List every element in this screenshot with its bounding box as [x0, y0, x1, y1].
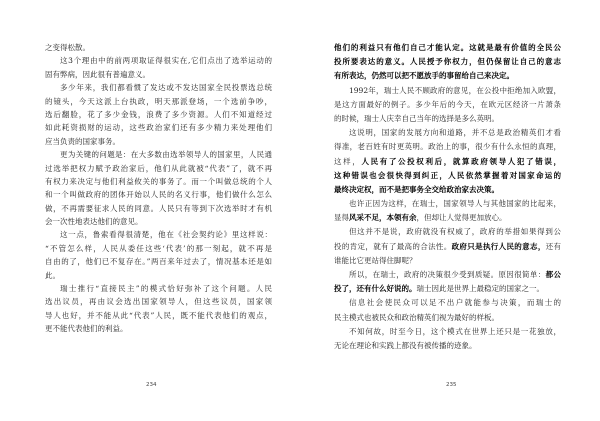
text-line: [45, 188, 272, 201]
text-segment: 但这并不是说，政府就没有权威了，政府的举措如果得到公: [349, 227, 561, 237]
text-segment: 固有弊病，因此很有普遍意义。: [45, 69, 150, 79]
text-line: [45, 282, 272, 295]
text-line: [45, 175, 272, 188]
bold-text-segment: 他们的利益只有他们自己才能认定。这就是最有价值的全民公: [334, 43, 561, 52]
bold-text-segment: 投所要表达的意义。人民授予你权力，但仍保留让自己的意志: [334, 57, 561, 67]
text-segment: 是这方面最好的例子。多少年后的今天，在欧元区经济一片萧条: [334, 99, 561, 109]
text-segment: 的时候，瑞士人庆幸自己当年的选择是多么英明。: [334, 113, 499, 123]
text-line: [45, 269, 272, 282]
text-line: [334, 126, 561, 140]
text-segment: 这说明，国家的发展方向和道路，并不总是政治精英们才看: [349, 128, 561, 138]
text-segment: 过选举把权力赋予政治家后，他们从此就被“代表”了，就不再: [45, 163, 272, 173]
text-segment: 选后翻脸，花了多少金钱，浪费了多少资源。人们不知道经过: [45, 109, 272, 119]
text-segment: 更不能代表他们的利益。: [45, 324, 128, 334]
page-text-column: [45, 41, 272, 336]
text-segment: 瑞士推行“直接民主”的模式恰好弥补了这个问题。人民: [60, 284, 272, 294]
text-line: [45, 68, 272, 81]
page-number: 235: [446, 382, 457, 388]
text-segment: 选出议员，再由议会选出国家领导人，但这些议员，国家领: [45, 297, 272, 307]
text-line: [45, 41, 272, 54]
bold-text-segment: 最终决定权，而不是把事务全交给政治家去决策。: [334, 184, 499, 194]
text-line: [45, 121, 272, 134]
text-line: [45, 95, 272, 108]
page-number: 234: [146, 382, 157, 388]
text-segment: 还有: [545, 241, 561, 251]
text-line: [45, 322, 272, 335]
text-line: [45, 148, 272, 161]
text-segment: 得准，老百姓有时更英明。政治上的事，很少有什么永恒的真理，: [334, 142, 561, 152]
bold-text-segment: 风采不足，本领有余: [349, 213, 417, 223]
text-segment: 这样，: [334, 156, 362, 166]
text-line: [45, 202, 272, 215]
bold-text-segment: 人民有了公投权利后，就算政府领导人犯了错误，: [361, 156, 561, 166]
text-segment: 这一点，鲁索看得很清楚，他在《社会契约论》里这样说：: [60, 230, 272, 240]
text-line: [334, 98, 561, 112]
text-segment: 此。: [45, 270, 60, 280]
text-segment: 不知何故，时至今日，这个模式在世界上还只是一花独放，: [349, 326, 561, 336]
text-segment: 会一次性地表达他们的意见。: [45, 217, 143, 227]
text-segment: 瑞士因此是世界上最稳定的国家之一。: [416, 284, 544, 294]
text-line: [334, 268, 561, 282]
text-line: [334, 325, 561, 339]
text-line: [45, 242, 272, 255]
text-line: [334, 112, 561, 126]
text-segment: 也许正因为这样，在瑞士，国家领导人与其他国家的比起来，: [349, 199, 561, 209]
text-segment: 有权力来决定与他们利益攸关的事务了。而一个叫做总统的个人: [45, 176, 272, 186]
text-segment: 投的肯定，就有了最高的合法性。: [334, 241, 452, 251]
text-line: [334, 296, 561, 310]
text-line: [45, 162, 272, 175]
text-segment: 所以，在瑞士，政府的决策很少受到质疑。原因很简单：: [349, 270, 546, 279]
text-line: [334, 69, 561, 83]
text-segment: 的镜头，今天这派上台执政，明天那派登场，一个选前争吵，: [45, 96, 272, 106]
text-segment: 和一个叫做政府的团体开始以人民的名义行事，他们做什么怎么: [45, 190, 272, 200]
bold-text-segment: 投了，还有什么好说的。: [334, 284, 417, 294]
text-line: [45, 295, 272, 308]
text-segment: 这3个理由中的前两项取证得很实在,它们点出了选举运动的: [60, 56, 272, 66]
text-line: [334, 183, 561, 197]
text-line: [45, 108, 272, 121]
text-segment: 显得: [334, 213, 349, 223]
text-line: [45, 309, 272, 322]
text-segment: 1992年，瑞士人民不顾政府的意见，在公投中拒绝加入欧盟，: [349, 85, 561, 95]
text-line: [334, 311, 561, 325]
text-line: [334, 41, 561, 55]
text-line: [334, 339, 561, 353]
text-line: [334, 84, 561, 98]
text-line: [334, 282, 561, 296]
text-segment: 多少年来，我们都看惯了发达或不发达国家全民投票选总统: [60, 83, 272, 93]
right-page: [300, 0, 600, 421]
text-segment: 导人也好，并不能从此“代表”人民，既不能代表他们的观点，: [45, 310, 272, 320]
text-segment: 做，不再需要征求人民的同意。人民只有等到下次选举时才有机: [45, 203, 272, 213]
text-line: [334, 55, 561, 69]
text-segment: 信息社会使民众可以足不出户就能参与决策，而瑞士的: [349, 298, 561, 308]
text-segment: 谁能比它更站得住脚呢？: [334, 255, 417, 265]
bold-text-segment: 这种错误也会很快得到纠正，人民依然掌握着对国家命运的: [334, 170, 561, 180]
text-segment: 无论在理论和实践上都没有被传播的迹象。: [334, 340, 477, 350]
text-segment: ，但却让人觉得更加放心。: [416, 213, 507, 223]
text-line: [334, 211, 561, 225]
text-segment: 应当负责的国家事务。: [45, 136, 120, 146]
text-segment: 之变得松散。: [45, 43, 90, 52]
text-line: [334, 155, 561, 169]
text-line: [45, 135, 272, 148]
text-segment: 自由的了，他们已不复存在。”两百来年过去了，情况基本还是如: [45, 257, 272, 267]
text-segment: 更为关键的问题是：在大多数由选举领导人的国家里，人民通: [60, 150, 272, 160]
text-line: [45, 255, 272, 268]
text-line: [334, 225, 561, 239]
text-line: [334, 169, 561, 183]
text-line: [334, 240, 561, 254]
text-line: [334, 197, 561, 211]
text-segment: 如此耗资损财的运动，这些政治家们还有多少精力来处理他们: [45, 123, 272, 133]
bold-text-segment: 政府只是执行人民的意志，: [451, 241, 546, 251]
text-line: [45, 54, 272, 67]
text-line: [45, 215, 272, 228]
page-text-column: [334, 41, 561, 353]
text-line: [45, 81, 272, 94]
bold-text-segment: 都公: [545, 270, 561, 279]
text-line: [334, 254, 561, 268]
bold-text-segment: 有所表达，仍然可以把不愿放手的事留给自己来决定。: [334, 71, 514, 81]
text-line: [334, 140, 561, 154]
text-segment: 民主模式也被民众和政治精英们视为最好的样板。: [334, 312, 499, 322]
text-line: [45, 228, 272, 241]
text-segment: “不管怎么样，人民从委任这些‘代表’的那一刻起，就不再是: [45, 243, 272, 253]
